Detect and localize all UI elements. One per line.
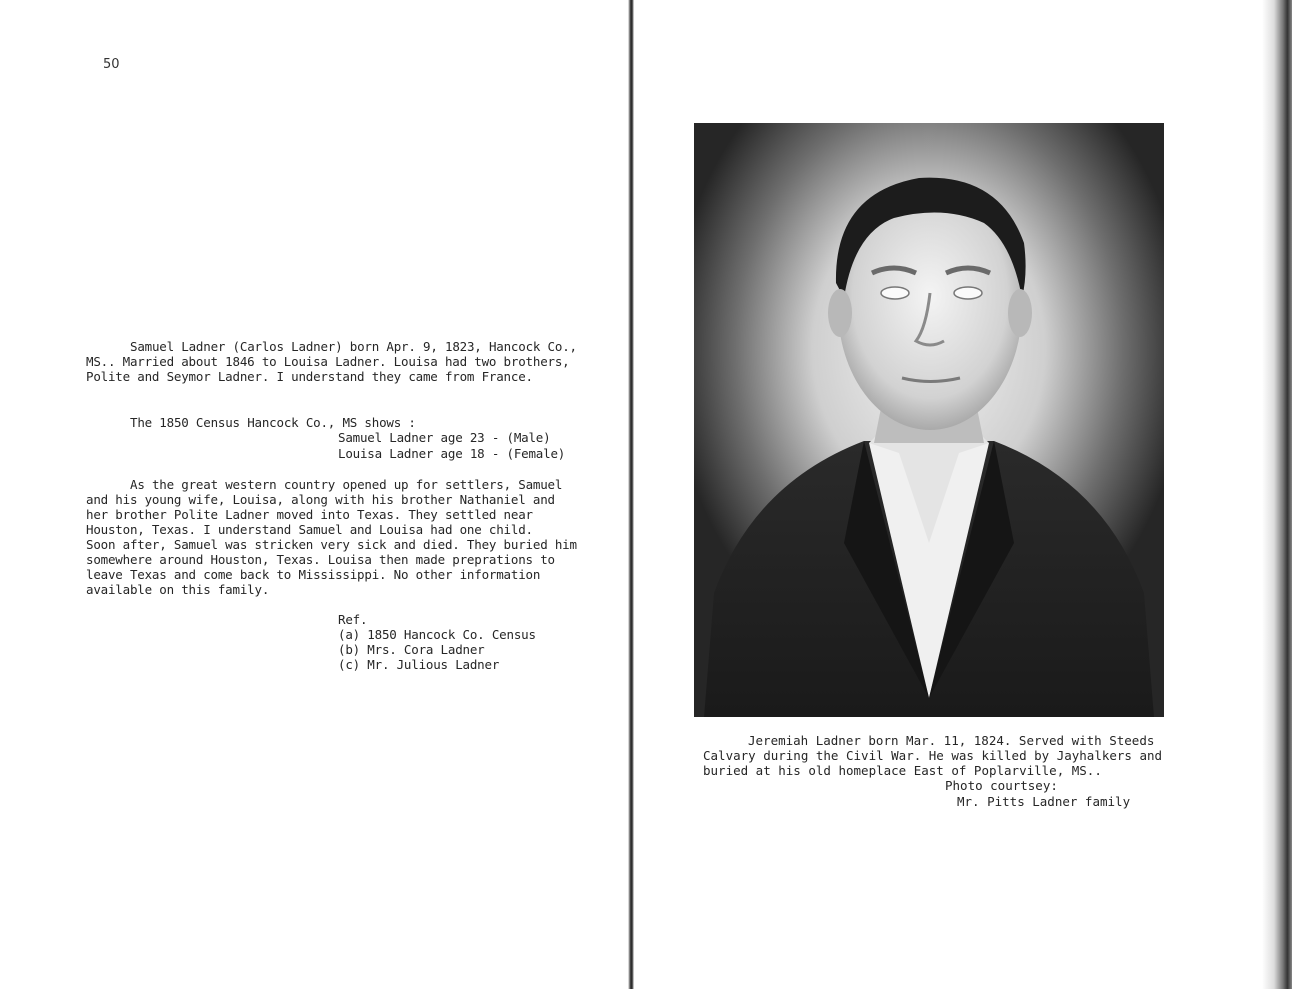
- para2-line-3: her brother Polite Ladner moved into Texas. They settled near: [86, 507, 533, 522]
- para2-line-5: Soon after, Samuel was stricken very sick and died. They buried him: [86, 537, 577, 552]
- para1-line-2: MS.. Married about 1846 to Louisa Ladner. Louisa had two brothers,: [86, 354, 570, 369]
- para2-line-8: available on this family.: [86, 582, 270, 597]
- caption-line-1: Jeremiah Ladner born Mar. 11, 1824. Served with Steeds: [748, 733, 1155, 748]
- para2-line-6: somewhere around Houston, Texas. Louisa then made preprations to: [86, 552, 555, 567]
- ref-item-c: (c) Mr. Julious Ladner: [338, 657, 500, 672]
- para2-line-4: Houston, Texas. I understand Samuel and Louisa had one child.: [86, 522, 533, 537]
- para2-line-1: As the great western country opened up for settlers, Samuel: [130, 477, 563, 492]
- census-entry-louisa: Louisa Ladner age 18 - (Female): [338, 446, 566, 461]
- page-number: 50: [103, 57, 120, 72]
- census-entry-samuel: Samuel Ladner age 23 - (Male): [338, 430, 551, 445]
- para1-line-3: Polite and Seymor Ladner. I understand they came from France.: [86, 369, 533, 384]
- census-intro: The 1850 Census Hancock Co., MS shows :: [130, 415, 416, 430]
- ref-item-a: (a) 1850 Hancock Co. Census: [338, 627, 536, 642]
- ref-heading: Ref.: [338, 612, 368, 627]
- portrait-illustration: [694, 123, 1164, 717]
- para2-line-2: and his young wife, Louisa, along with his brother Nathaniel and: [86, 492, 555, 507]
- para2-line-7: leave Texas and come back to Mississippi. No other information: [86, 567, 541, 582]
- page-edge-shadow: [1262, 0, 1292, 989]
- caption-line-2: Calvary during the Civil War. He was killed by Jayhalkers and: [703, 748, 1163, 763]
- photo-credit-name: Mr. Pitts Ladner family: [957, 794, 1131, 809]
- ref-item-b: (b) Mrs. Cora Ladner: [338, 642, 485, 657]
- photo-credit-label: Photo courtsey:: [945, 778, 1058, 793]
- portrait-photo: [694, 123, 1164, 717]
- left-page: [0, 0, 628, 989]
- caption-line-3: buried at his old homeplace East of Poplarville, MS..: [703, 763, 1102, 778]
- para1-line-1: Samuel Ladner (Carlos Ladner) born Apr. 9, 1823, Hancock Co.,: [130, 339, 577, 354]
